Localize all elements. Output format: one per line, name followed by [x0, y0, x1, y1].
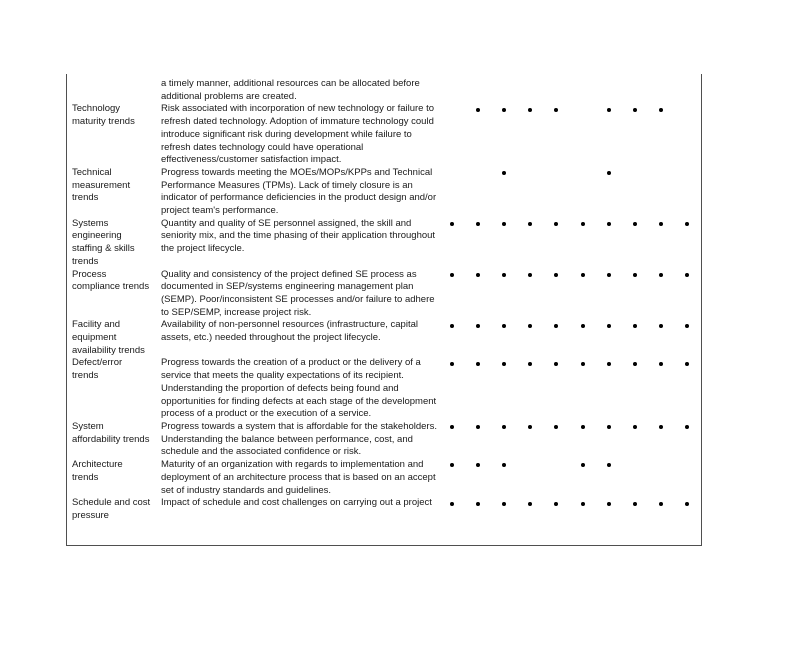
phase-dot-cell-filled: [648, 357, 674, 370]
indicator-description: Quantity and quality of SE personnel assigned, the skill and seniority mix, and the time phasing of their application throughout the project lifecycle.: [161, 217, 436, 255]
bullet-dot-icon: [607, 273, 611, 277]
phase-dot-cell-filled: [439, 421, 465, 434]
phase-dot-cell-filled: [517, 269, 543, 282]
table-rows: [67, 78, 701, 523]
phase-dot-cell-filled: [648, 103, 674, 116]
phase-dot-cell-filled: [439, 497, 465, 510]
bullet-dot-icon: [502, 222, 506, 226]
bullet-dot-icon: [659, 222, 663, 226]
phase-dot-cell-empty: [648, 78, 674, 91]
phase-dot-cell-filled: [465, 421, 491, 434]
phase-dot-cell-filled: [491, 459, 517, 472]
phase-dot-cell-empty: [569, 78, 595, 91]
bullet-dot-icon: [633, 324, 637, 328]
indicator-description: Progress towards a system that is affordable for the stakeholders. Understanding the balance between performance, cost, and schedule and the associated confidence or risk.: [161, 420, 437, 458]
phase-dot-cell-filled: [674, 421, 700, 434]
phase-dot-cell-filled: [491, 357, 517, 370]
bullet-dot-icon: [685, 273, 689, 277]
bullet-dot-icon: [450, 324, 454, 328]
phase-dot-cell-filled: [622, 319, 648, 332]
phase-dot-cell-empty: [622, 167, 648, 180]
phase-dot-cell-empty: [517, 459, 543, 472]
bullet-dot-icon: [554, 222, 558, 226]
leading-indicators-table: [66, 74, 702, 546]
phase-dot-cell-filled: [569, 459, 595, 472]
table-row: [67, 218, 701, 269]
table-row: [67, 78, 701, 103]
bullet-dot-icon: [607, 222, 611, 226]
bullet-dot-icon: [659, 273, 663, 277]
phase-dot-cell-filled: [491, 218, 517, 231]
phase-dot-cell-empty: [674, 103, 700, 116]
bullet-dot-icon: [581, 463, 585, 467]
bullet-dot-icon: [685, 324, 689, 328]
bullet-dot-icon: [450, 222, 454, 226]
phase-dot-cell-filled: [439, 459, 465, 472]
phase-dot-cell-filled: [491, 421, 517, 434]
phase-dot-cell-filled: [569, 218, 595, 231]
bullet-dot-icon: [528, 362, 532, 366]
phase-dot-cell-filled: [648, 497, 674, 510]
phase-dot-cell-filled: [596, 269, 622, 282]
bullet-dot-icon: [476, 362, 480, 366]
phase-dot-columns: [439, 421, 700, 434]
phase-dot-cell-filled: [543, 497, 569, 510]
bullet-dot-icon: [476, 324, 480, 328]
phase-dot-cell-filled: [596, 421, 622, 434]
table-row: [67, 357, 701, 421]
phase-dot-cell-filled: [491, 103, 517, 116]
table-row: [67, 421, 701, 459]
bullet-dot-icon: [502, 425, 506, 429]
phase-dot-cell-filled: [517, 421, 543, 434]
bullet-dot-icon: [581, 425, 585, 429]
phase-dot-cell-empty: [439, 78, 465, 91]
bullet-dot-icon: [659, 108, 663, 112]
phase-dot-cell-empty: [543, 78, 569, 91]
phase-dot-cell-filled: [517, 319, 543, 332]
indicator-description: Risk associated with incorporation of new technology or failure to refresh dated technology. Adoption of immature technology could introduce significant risk during development while failure to refresh dates technology could have operational effectiveness/customer satisfaction impact.: [161, 103, 435, 166]
phase-dot-cell-empty: [674, 459, 700, 472]
bullet-dot-icon: [581, 502, 585, 506]
bullet-dot-icon: [528, 425, 532, 429]
phase-dot-cell-filled: [622, 103, 648, 116]
indicator-name: Defect/error trends: [72, 357, 123, 382]
bullet-dot-icon: [528, 108, 532, 112]
bullet-dot-icon: [633, 425, 637, 429]
indicator-description: a timely manner, additional resources can be allocated before additional problems are created.: [161, 78, 420, 102]
phase-dot-cell-empty: [674, 167, 700, 180]
bullet-dot-icon: [554, 502, 558, 506]
bullet-dot-icon: [476, 502, 480, 506]
indicator-name: Schedule and cost pressure: [72, 497, 151, 521]
phase-dot-cell-filled: [439, 319, 465, 332]
phase-dot-cell-filled: [569, 497, 595, 510]
phase-dot-cell-filled: [569, 357, 595, 370]
bullet-dot-icon: [633, 362, 637, 366]
phase-dot-columns: [439, 459, 700, 472]
phase-dot-columns: [439, 497, 700, 510]
phase-dot-cell-filled: [465, 269, 491, 282]
phase-dot-cell-filled: [465, 103, 491, 116]
bullet-dot-icon: [685, 222, 689, 226]
phase-dot-cell-empty: [569, 167, 595, 180]
phase-dot-cell-filled: [439, 269, 465, 282]
indicator-name: Facility and equipment availability trends: [72, 319, 145, 356]
table-row: [67, 459, 701, 497]
table-row: [67, 103, 701, 167]
phase-dot-cell-filled: [622, 421, 648, 434]
phase-dot-cell-empty: [439, 103, 465, 116]
bullet-dot-icon: [607, 362, 611, 366]
phase-dot-cell-empty: [517, 167, 543, 180]
bullet-dot-icon: [450, 463, 454, 467]
phase-dot-cell-empty: [491, 78, 517, 91]
phase-dot-cell-empty: [674, 78, 700, 91]
indicator-description: Quality and consistency of the project defined SE process as documented in SEP/systems engineering management plan (SEMP). Poor/inconsistent SE processes and/or failure to adhere to SEP/SEMP, increase project risk.: [161, 268, 435, 318]
bullet-dot-icon: [633, 273, 637, 277]
bullet-dot-icon: [502, 463, 506, 467]
phase-dot-cell-filled: [622, 497, 648, 510]
phase-dot-cell-filled: [543, 103, 569, 116]
table-row: [67, 269, 701, 320]
bullet-dot-icon: [554, 425, 558, 429]
bullet-dot-icon: [450, 362, 454, 366]
phase-dot-columns: [439, 167, 700, 180]
phase-dot-cell-filled: [622, 269, 648, 282]
bullet-dot-icon: [450, 502, 454, 506]
bullet-dot-icon: [554, 324, 558, 328]
phase-dot-cell-filled: [674, 319, 700, 332]
phase-dot-cell-filled: [622, 357, 648, 370]
phase-dot-cell-filled: [596, 459, 622, 472]
phase-dot-cell-empty: [569, 103, 595, 116]
phase-dot-cell-empty: [543, 167, 569, 180]
phase-dot-cell-filled: [596, 167, 622, 180]
indicator-description: Availability of non-personnel resources (infrastructure, capital assets, etc.) needed throughout the project lifecycle.: [161, 319, 418, 344]
bullet-dot-icon: [502, 502, 506, 506]
phase-dot-cell-filled: [648, 218, 674, 231]
phase-dot-cell-filled: [543, 421, 569, 434]
phase-dot-cell-empty: [465, 78, 491, 91]
bullet-dot-icon: [528, 502, 532, 506]
indicator-name: Technical measurement trends: [72, 166, 131, 204]
phase-dot-cell-filled: [465, 218, 491, 231]
bullet-dot-icon: [633, 502, 637, 506]
phase-dot-cell-filled: [569, 421, 595, 434]
phase-dot-cell-empty: [517, 78, 543, 91]
indicator-name: Systems engineering staffing & skills trends: [72, 217, 135, 267]
phase-dot-cell-filled: [465, 357, 491, 370]
phase-dot-cell-filled: [491, 497, 517, 510]
indicator-name: Process compliance trends: [72, 268, 150, 293]
bullet-dot-icon: [450, 273, 454, 277]
bullet-dot-icon: [607, 171, 611, 175]
bullet-dot-icon: [476, 273, 480, 277]
bullet-dot-icon: [554, 362, 558, 366]
indicator-name: Architecture trends: [72, 459, 123, 483]
phase-dot-cell-empty: [622, 459, 648, 472]
indicator-name: System affordability trends: [72, 420, 150, 445]
phase-dot-cell-filled: [491, 167, 517, 180]
bullet-dot-icon: [476, 108, 480, 112]
bullet-dot-icon: [685, 502, 689, 506]
phase-dot-cell-filled: [569, 319, 595, 332]
bullet-dot-icon: [528, 273, 532, 277]
phase-dot-cell-filled: [596, 319, 622, 332]
phase-dot-cell-filled: [517, 497, 543, 510]
phase-dot-cell-filled: [596, 218, 622, 231]
phase-dot-cell-filled: [674, 269, 700, 282]
phase-dot-cell-empty: [465, 167, 491, 180]
bullet-dot-icon: [685, 362, 689, 366]
bullet-dot-icon: [659, 362, 663, 366]
phase-dot-cell-empty: [622, 78, 648, 91]
phase-dot-columns: [439, 269, 700, 282]
indicator-description: Maturity of an organization with regards to implementation and deployment of an architecture process that is based on an accept set of industry standards and guidelines.: [161, 459, 436, 496]
indicator-name: Technology maturity trends: [72, 103, 135, 128]
phase-dot-cell-empty: [648, 459, 674, 472]
indicator-description: Progress towards meeting the MOEs/MOPs/KPPs and Technical Performance Measures (TPMs). Lack of timely closure is an indicator of performance deficiencies in the product design and/or project team's performance.: [161, 166, 437, 217]
phase-dot-cell-empty: [648, 167, 674, 180]
bullet-dot-icon: [607, 463, 611, 467]
phase-dot-cell-filled: [674, 497, 700, 510]
bullet-dot-icon: [502, 171, 506, 175]
phase-dot-cell-filled: [648, 319, 674, 332]
bullet-dot-icon: [581, 324, 585, 328]
phase-dot-cell-filled: [674, 357, 700, 370]
bullet-dot-icon: [659, 502, 663, 506]
phase-dot-columns: [439, 78, 700, 91]
phase-dot-cell-empty: [596, 78, 622, 91]
bullet-dot-icon: [476, 222, 480, 226]
phase-dot-columns: [439, 319, 700, 332]
bullet-dot-icon: [502, 273, 506, 277]
phase-dot-columns: [439, 357, 700, 370]
bullet-dot-icon: [554, 273, 558, 277]
phase-dot-cell-filled: [517, 218, 543, 231]
bullet-dot-icon: [607, 425, 611, 429]
bullet-dot-icon: [581, 273, 585, 277]
bullet-dot-icon: [476, 425, 480, 429]
phase-dot-cell-empty: [439, 167, 465, 180]
phase-dot-cell-filled: [517, 357, 543, 370]
phase-dot-cell-filled: [569, 269, 595, 282]
bullet-dot-icon: [607, 324, 611, 328]
phase-dot-cell-filled: [517, 103, 543, 116]
phase-dot-cell-filled: [543, 269, 569, 282]
bullet-dot-icon: [476, 463, 480, 467]
bullet-dot-icon: [554, 108, 558, 112]
phase-dot-columns: [439, 103, 700, 116]
phase-dot-cell-filled: [674, 218, 700, 231]
phase-dot-cell-filled: [596, 497, 622, 510]
phase-dot-cell-filled: [491, 269, 517, 282]
bullet-dot-icon: [502, 324, 506, 328]
phase-dot-cell-filled: [622, 218, 648, 231]
bullet-dot-icon: [633, 222, 637, 226]
bullet-dot-icon: [502, 362, 506, 366]
indicator-description: Impact of schedule and cost challenges on carrying out a project: [161, 497, 432, 509]
phase-dot-cell-filled: [439, 218, 465, 231]
phase-dot-cell-filled: [648, 269, 674, 282]
bullet-dot-icon: [450, 425, 454, 429]
bullet-dot-icon: [581, 362, 585, 366]
table-row: [67, 319, 701, 357]
bullet-dot-icon: [502, 108, 506, 112]
phase-dot-cell-filled: [465, 319, 491, 332]
bullet-dot-icon: [659, 324, 663, 328]
table-row: [67, 497, 701, 522]
phase-dot-cell-filled: [543, 218, 569, 231]
bullet-dot-icon: [685, 425, 689, 429]
table-row: [67, 167, 701, 218]
phase-dot-columns: [439, 218, 700, 231]
indicator-description: Progress towards the creation of a product or the delivery of a service that meets the quality expectations of its recipient. Understanding the proportion of defects being found and opportunities for finding defects at each stage of the development process of a product or the execution of a service.: [161, 357, 437, 420]
phase-dot-cell-empty: [543, 459, 569, 472]
bullet-dot-icon: [659, 425, 663, 429]
bullet-dot-icon: [607, 502, 611, 506]
phase-dot-cell-filled: [465, 459, 491, 472]
bullet-dot-icon: [607, 108, 611, 112]
phase-dot-cell-filled: [543, 319, 569, 332]
phase-dot-cell-filled: [543, 357, 569, 370]
phase-dot-cell-filled: [596, 103, 622, 116]
bullet-dot-icon: [581, 222, 585, 226]
phase-dot-cell-filled: [596, 357, 622, 370]
bullet-dot-icon: [528, 324, 532, 328]
bullet-dot-icon: [633, 108, 637, 112]
phase-dot-cell-filled: [465, 497, 491, 510]
bullet-dot-icon: [528, 222, 532, 226]
phase-dot-cell-filled: [439, 357, 465, 370]
phase-dot-cell-filled: [648, 421, 674, 434]
phase-dot-cell-filled: [491, 319, 517, 332]
